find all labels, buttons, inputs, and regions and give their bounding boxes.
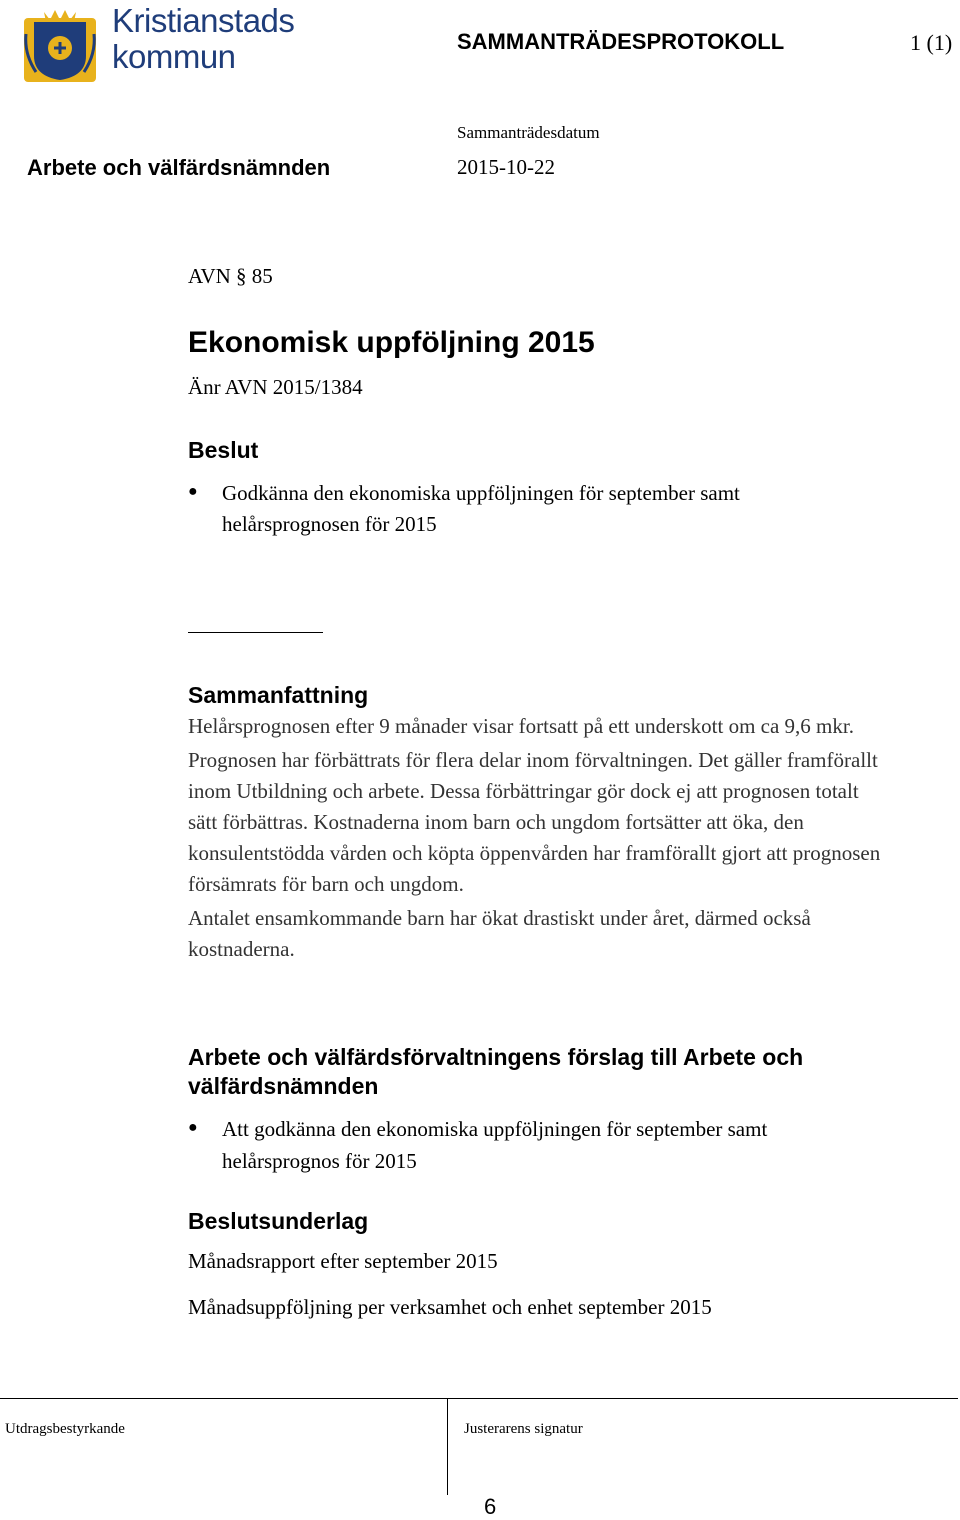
summary-paragraph: Prognosen har förbättrats för flera delar inom förvaltningen. Det gäller framförallt inom Utbildning och arbete. Dessa förbättringar gör dock ej att prognosen totalt sätt förbättras. Kostnaderna inom barn och ungdom fortsätter att öka, den konsulentstödda vården och köpta öppenvården har framförallt gjort att prognosen försämrats för barn och ungdom. (188, 748, 881, 896)
decision-item: Godkänna den ekonomiska uppföljningen för september samt helårsprognosen för 2015 (222, 481, 740, 536)
summary-paragraph: Antalet ensamkommande barn har ökat drastiskt under året, därmed också kostnaderna. (188, 906, 811, 961)
logo-name-line1: Kristianstads (112, 2, 295, 39)
meeting-date-label: Sammanträdesdatum (457, 123, 600, 142)
summary-heading: Sammanfattning (188, 682, 369, 708)
section-id: AVN § 85 (188, 264, 273, 288)
page-count: 1 (1) (910, 30, 953, 55)
separator-line (188, 632, 323, 633)
footer-divider (447, 1398, 448, 1495)
meeting-date: 2015-10-22 (457, 155, 555, 179)
proposal-heading: Arbete och välfärdsförvaltningens förslag till Arbete och välfärdsnämnden (188, 1044, 804, 1099)
committee-name: Arbete och välfärdsnämnden (27, 155, 331, 180)
case-number: Änr AVN 2015/1384 (188, 375, 363, 399)
bullet-icon: ● (188, 483, 198, 500)
bullet-icon: ● (188, 1119, 198, 1136)
summary-text (188, 711, 888, 968)
proposal-item: Att godkänna den ekonomiska uppföljningen för september samt helårsprognos för 2015 (222, 1117, 768, 1173)
logo-name-line2: kommun (112, 38, 236, 75)
decision-heading: Beslut (188, 437, 259, 463)
document-type: SAMMANTRÄDESPROTOKOLL (457, 29, 785, 54)
page-title: Ekonomisk uppföljning 2015 (188, 326, 595, 359)
summary-paragraph: Helårsprognosen efter 9 månader visar fortsatt på ett underskott om ca 9,6 mkr. (188, 714, 854, 738)
basis-item: Månadsrapport efter september 2015 (188, 1249, 498, 1273)
basis-item: Månadsuppföljning per verksamhet och enhet september 2015 (188, 1295, 712, 1319)
footer-signature-label: Justerarens signatur (464, 1421, 583, 1437)
footer-certification-label: Utdragsbestyrkande (5, 1421, 125, 1437)
basis-heading: Beslutsunderlag (188, 1208, 369, 1234)
footer-line (0, 1398, 958, 1399)
page-number: 6 (484, 1494, 497, 1519)
